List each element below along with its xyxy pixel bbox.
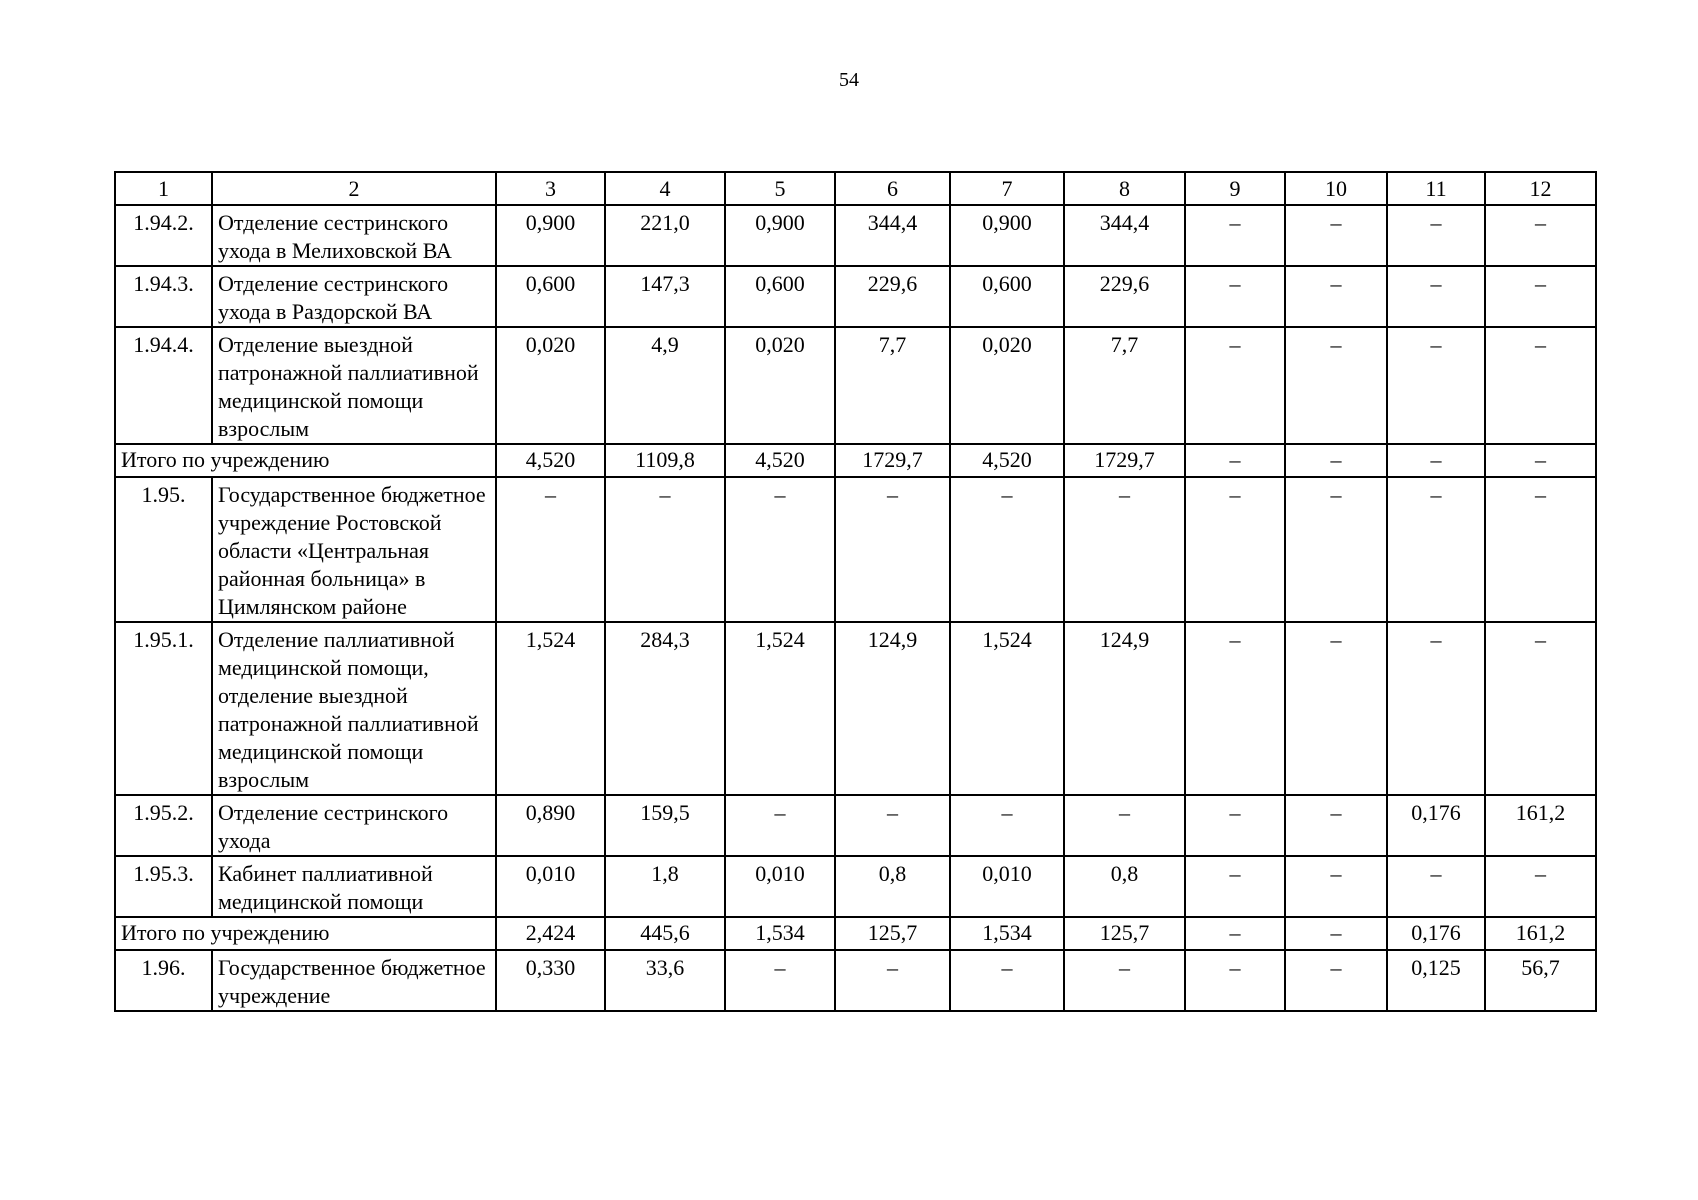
value-cell-col-7: – [950,950,1064,1011]
value-cell-col-9: – [1185,266,1285,327]
total-row [115,917,1596,950]
value-cell-col-8: 0,8 [1064,856,1185,917]
row-name: Кабинет паллиативной медицинской помощи [212,856,496,917]
value-cell-col-4: 147,3 [605,266,725,327]
value-cell-col-9: – [1185,205,1285,266]
value-cell-col-4: – [605,477,725,622]
value-cell-col-4: 1,8 [605,856,725,917]
value-cell-col-8: – [1064,795,1185,856]
value-cell-col-5: – [725,477,835,622]
value-cell-col-8: – [1064,477,1185,622]
column-header-2: 2 [212,172,496,205]
value-cell-col-9: – [1185,795,1285,856]
value-cell-col-12: – [1485,622,1596,795]
table-row [115,795,1596,856]
value-cell-col-3: 2,424 [496,917,605,950]
row-name: Отделение сестринского ухода в Раздорской ВА [212,266,496,327]
value-cell-col-7: – [950,477,1064,622]
value-cell-col-8: 1729,7 [1064,444,1185,477]
row-number: 1.95.1. [115,622,212,795]
column-header-10: 10 [1285,172,1387,205]
value-cell-col-10: – [1285,444,1387,477]
value-cell-col-11: – [1387,622,1485,795]
value-cell-col-12: 161,2 [1485,917,1596,950]
value-cell-col-4: 221,0 [605,205,725,266]
value-cell-col-7: 0,900 [950,205,1064,266]
value-cell-col-6: 125,7 [835,917,950,950]
value-cell-col-9: – [1185,950,1285,1011]
value-cell-col-5: 1,524 [725,622,835,795]
value-cell-col-7: 0,600 [950,266,1064,327]
value-cell-col-12: – [1485,266,1596,327]
value-cell-col-4: 33,6 [605,950,725,1011]
data-table [114,171,1597,1012]
value-cell-col-8: – [1064,950,1185,1011]
value-cell-col-5: – [725,950,835,1011]
value-cell-col-9: – [1185,477,1285,622]
table-row [115,266,1596,327]
value-cell-col-9: – [1185,444,1285,477]
value-cell-col-5: 0,600 [725,266,835,327]
value-cell-col-12: – [1485,444,1596,477]
value-cell-col-10: – [1285,477,1387,622]
value-cell-col-7: – [950,795,1064,856]
column-header-11: 11 [1387,172,1485,205]
value-cell-col-7: 0,010 [950,856,1064,917]
value-cell-col-6: – [835,950,950,1011]
value-cell-col-6: – [835,477,950,622]
table-row [115,327,1596,444]
value-cell-col-8: 125,7 [1064,917,1185,950]
value-cell-col-11: – [1387,477,1485,622]
column-header-8: 8 [1064,172,1185,205]
value-cell-col-3: – [496,477,605,622]
row-name: Государственное бюджетное учреждение Ростовской области «Центральная районная больница» в Цимлянском районе [212,477,496,622]
column-number-row [115,172,1596,205]
value-cell-col-8: 7,7 [1064,327,1185,444]
value-cell-col-11: – [1387,444,1485,477]
value-cell-col-8: 124,9 [1064,622,1185,795]
value-cell-col-9: – [1185,622,1285,795]
row-name: Государственное бюджетное учреждение [212,950,496,1011]
value-cell-col-4: 159,5 [605,795,725,856]
value-cell-col-5: 0,010 [725,856,835,917]
value-cell-col-10: – [1285,950,1387,1011]
total-label: Итого по учреждению [115,444,496,477]
column-header-7: 7 [950,172,1064,205]
value-cell-col-3: 4,520 [496,444,605,477]
row-number: 1.94.4. [115,327,212,444]
value-cell-col-5: 0,900 [725,205,835,266]
value-cell-col-10: – [1285,622,1387,795]
value-cell-col-6: 124,9 [835,622,950,795]
column-header-4: 4 [605,172,725,205]
value-cell-col-10: – [1285,205,1387,266]
row-name: Отделение сестринского ухода [212,795,496,856]
value-cell-col-12: – [1485,205,1596,266]
value-cell-col-7: 1,534 [950,917,1064,950]
value-cell-col-3: 1,524 [496,622,605,795]
value-cell-col-8: 229,6 [1064,266,1185,327]
value-cell-col-12: – [1485,477,1596,622]
row-number: 1.94.3. [115,266,212,327]
value-cell-col-10: – [1285,856,1387,917]
value-cell-col-6: 7,7 [835,327,950,444]
row-name: Отделение выездной патронажной паллиативной медицинской помощи взрослым [212,327,496,444]
column-header-12: 12 [1485,172,1596,205]
value-cell-col-11: – [1387,327,1485,444]
value-cell-col-11: – [1387,266,1485,327]
value-cell-col-4: 4,9 [605,327,725,444]
value-cell-col-12: – [1485,327,1596,444]
value-cell-col-7: 0,020 [950,327,1064,444]
row-number: 1.95.2. [115,795,212,856]
row-number: 1.95.3. [115,856,212,917]
value-cell-col-11: – [1387,856,1485,917]
value-cell-col-10: – [1285,327,1387,444]
column-header-1: 1 [115,172,212,205]
value-cell-col-6: – [835,795,950,856]
value-cell-col-7: 4,520 [950,444,1064,477]
page-number: 54 [839,69,859,91]
value-cell-col-10: – [1285,266,1387,327]
value-cell-col-7: 1,524 [950,622,1064,795]
value-cell-col-11: – [1387,205,1485,266]
value-cell-col-3: 0,020 [496,327,605,444]
value-cell-col-3: 0,010 [496,856,605,917]
value-cell-col-6: 229,6 [835,266,950,327]
table-row [115,950,1596,1011]
value-cell-col-3: 0,890 [496,795,605,856]
row-number: 1.96. [115,950,212,1011]
value-cell-col-12: 56,7 [1485,950,1596,1011]
value-cell-col-9: – [1185,856,1285,917]
row-number: 1.94.2. [115,205,212,266]
column-header-5: 5 [725,172,835,205]
table-row [115,205,1596,266]
value-cell-col-4: 445,6 [605,917,725,950]
value-cell-col-9: – [1185,917,1285,950]
value-cell-col-6: 1729,7 [835,444,950,477]
value-cell-col-5: 0,020 [725,327,835,444]
value-cell-col-3: 0,330 [496,950,605,1011]
row-number: 1.95. [115,477,212,622]
table-row [115,856,1596,917]
value-cell-col-4: 284,3 [605,622,725,795]
total-label: Итого по учреждению [115,917,496,950]
value-cell-col-4: 1109,8 [605,444,725,477]
value-cell-col-10: – [1285,795,1387,856]
value-cell-col-9: – [1185,327,1285,444]
table-row [115,622,1596,795]
column-header-6: 6 [835,172,950,205]
value-cell-col-6: 344,4 [835,205,950,266]
row-name: Отделение паллиативной медицинской помощи, отделение выездной патронажной паллиативной медицинской помощи взрослым [212,622,496,795]
value-cell-col-3: 0,900 [496,205,605,266]
row-name: Отделение сестринского ухода в Мелиховской ВА [212,205,496,266]
value-cell-col-12: 161,2 [1485,795,1596,856]
value-cell-col-10: – [1285,917,1387,950]
value-cell-col-5: 1,534 [725,917,835,950]
value-cell-col-12: – [1485,856,1596,917]
total-row [115,444,1596,477]
value-cell-col-8: 344,4 [1064,205,1185,266]
table-row [115,477,1596,622]
value-cell-col-11: 0,125 [1387,950,1485,1011]
value-cell-col-5: 4,520 [725,444,835,477]
value-cell-col-11: 0,176 [1387,917,1485,950]
column-header-3: 3 [496,172,605,205]
value-cell-col-6: 0,8 [835,856,950,917]
value-cell-col-5: – [725,795,835,856]
column-header-9: 9 [1185,172,1285,205]
value-cell-col-11: 0,176 [1387,795,1485,856]
value-cell-col-3: 0,600 [496,266,605,327]
